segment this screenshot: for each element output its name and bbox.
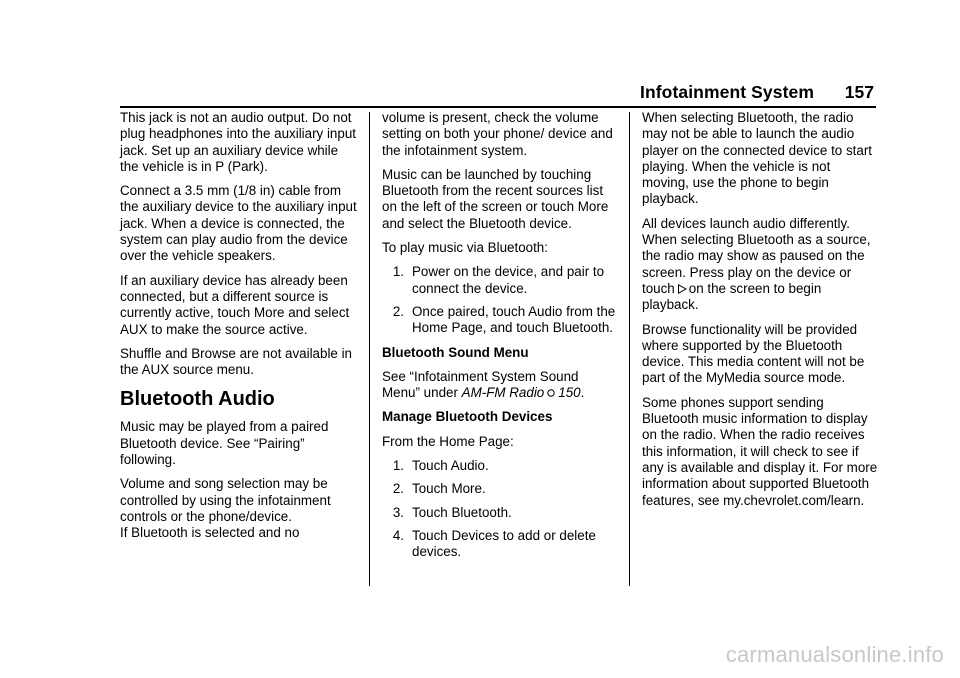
paragraph: Music can be launched by touching Bluetooth from the recent sources list on the left of the screen or touch More and select the Bluetooth device.: [382, 166, 609, 231]
step-number: 4.: [392, 527, 404, 543]
column-divider: [629, 112, 630, 586]
steps-list: [382, 458, 618, 560]
step-number: 2.: [392, 303, 404, 319]
subheading: Manage Bluetooth Devices: [382, 409, 553, 425]
column-2: [382, 110, 618, 569]
paragraph: When selecting Bluetooth, the radio may not be able to launch the audio player on the connected device to start playing. When the vehicle is not moving, use the phone to begin playback.: [642, 110, 873, 207]
text-span: See “Infotainment System Sound Menu” under: [382, 368, 579, 401]
step-text: Power on the device, and pair to connect the device.: [412, 264, 605, 296]
steps-list: [382, 264, 618, 336]
step-number: 2.: [392, 481, 404, 497]
step-text: Once paired, touch Audio from the Home Page, and touch Bluetooth.: [412, 303, 616, 336]
play-icon: [677, 284, 687, 294]
paragraph: Browse functionality will be provided where supported by the Bluetooth device. This media content will not be part of the MyMedia source mode.: [642, 321, 865, 386]
paragraph: If an auxiliary device has already been connected, but a different source is currently active, touch More and select AUX to make the source active.: [120, 272, 350, 337]
paragraph: [382, 369, 618, 402]
cross-reference-link[interactable]: AM-FM Radio: [461, 385, 545, 401]
list-item: [382, 505, 618, 521]
paragraph: Some phones support sending Bluetooth music information to display on the radio. When the radio receives this information, it will check to see if any is available and display it. For more information about supported Bluetooth features, see my.chevrolet.com/learn.: [642, 394, 878, 508]
header-title: Infotainment System: [639, 82, 814, 102]
watermark: carmanualsonline.info: [725, 642, 944, 667]
subheading: Bluetooth Sound Menu: [382, 344, 529, 360]
column-divider: [369, 112, 370, 586]
text-span: All devices launch audio differently. When selecting Bluetooth as a source, the radio may show as paused on the screen. Press play on the device or touch: [642, 215, 871, 296]
paragraph: To play music via Bluetooth:: [382, 240, 548, 256]
column-3: [642, 110, 878, 517]
page-reference[interactable]: 150: [558, 385, 581, 401]
step-number: 1.: [392, 458, 404, 474]
paragraph: Shuffle and Browse are not available in the AUX source menu.: [120, 345, 353, 378]
text-span: .: [580, 385, 585, 401]
column-1: [120, 110, 358, 550]
paragraph: [642, 216, 878, 314]
paragraph: This jack is not an audio output. Do not plug headphones into the auxiliary input jack. Set up an auxiliary device while the vehicle is in P (Park).: [120, 110, 356, 174]
page-reference-icon: [547, 389, 555, 397]
list-item: [382, 264, 618, 297]
paragraph: From the Home Page:: [382, 433, 514, 449]
section-title: Bluetooth Audio: [120, 388, 275, 411]
step-number: 3.: [392, 504, 404, 520]
paragraph: If Bluetooth is selected and no: [120, 525, 300, 541]
list-item: [382, 481, 618, 497]
paragraph: Connect a 3.5 mm (1/8 in) cable from the auxiliary device to the auxiliary input jack. When a device is connected, the system can play audio from the device over the vehicle speakers.: [120, 183, 357, 264]
step-text: Touch Bluetooth.: [412, 504, 512, 520]
step-text: Touch More.: [412, 481, 486, 497]
page-header: [120, 80, 876, 108]
paragraph: volume is present, check the volume setting on both your phone/ device and the infotainment system.: [382, 110, 613, 158]
text-span: on the screen to begin playback.: [642, 280, 822, 313]
step-text: Touch Devices to add or delete devices.: [412, 527, 596, 560]
page-number: 157: [844, 82, 874, 102]
step-text: Touch Audio.: [412, 458, 489, 474]
list-item: [382, 528, 618, 561]
list-item: [382, 458, 618, 474]
paragraph: Music may be played from a paired Bluetooth device. See “Pairing” following.: [120, 419, 329, 468]
step-number: 1.: [392, 264, 404, 280]
list-item: [382, 304, 618, 337]
paragraph: Volume and song selection may be controlled by using the infotainment controls or the phone/device.: [120, 476, 331, 524]
